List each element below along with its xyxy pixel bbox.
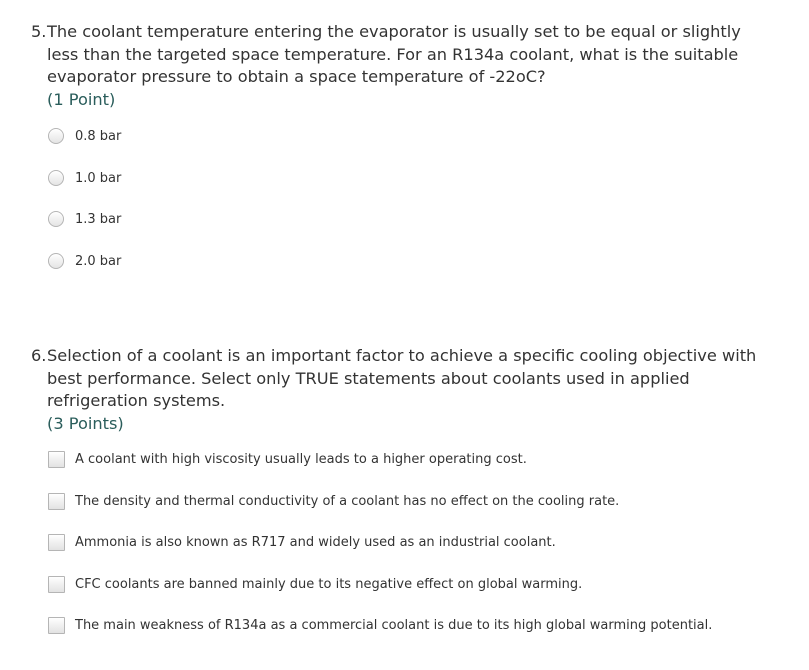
option-label[interactable]: 2.0 bar [75, 253, 122, 269]
checkbox-option[interactable] [31, 534, 776, 576]
radio-button[interactable] [48, 253, 64, 269]
checkbox[interactable] [48, 534, 65, 551]
question-text: The coolant temperature entering the evaporator is usually set to be equal or slightly less than the targeted space temperature. For an R134a coolant, what is the suitable evaporator pressure to obtain a space temperature of -22oC? [47, 22, 741, 86]
answer-options [31, 128, 776, 294]
answer-options [31, 451, 776, 659]
option-label[interactable]: 1.3 bar [75, 212, 122, 227]
option-label[interactable]: The density and thermal conductivity of a coolant has no effect on the cooling rate. [75, 493, 620, 509]
option-label[interactable]: 0.8 bar [75, 129, 122, 144]
checkbox[interactable] [48, 576, 65, 593]
question-5 [31, 21, 776, 294]
checkbox-option[interactable] [31, 451, 776, 493]
question-points: (1 Point) [47, 89, 116, 109]
question-header [31, 345, 776, 435]
checkbox[interactable] [48, 493, 65, 510]
radio-button[interactable] [48, 170, 64, 186]
checkbox-option[interactable] [31, 617, 776, 659]
option-label[interactable]: The main weakness of R134a as a commercial coolant is due to its high global warming potential. [75, 618, 713, 633]
radio-option[interactable] [31, 170, 776, 212]
option-label[interactable]: CFC coolants are banned mainly due to its negative effect on global warming. [75, 576, 583, 592]
option-label[interactable]: A coolant with high viscosity usually leads to a higher operating cost. [75, 452, 527, 467]
question-6 [31, 345, 776, 659]
radio-button[interactable] [48, 211, 64, 227]
question-text: Selection of a coolant is an important factor to achieve a specific cooling objective with best performance. Select only TRUE statements about coolants used in applied refrigeration systems. [47, 346, 757, 410]
option-label[interactable]: 1.0 bar [75, 170, 122, 186]
radio-button[interactable] [48, 128, 64, 144]
radio-option[interactable] [31, 128, 776, 170]
checkbox-option[interactable] [31, 576, 776, 618]
radio-option[interactable] [31, 211, 776, 253]
checkbox[interactable] [48, 451, 65, 468]
question-points: (3 Points) [47, 413, 124, 433]
question-number: 6. [31, 346, 47, 365]
question-header [31, 21, 776, 111]
radio-option[interactable] [31, 253, 776, 295]
checkbox[interactable] [48, 617, 65, 634]
checkbox-option[interactable] [31, 493, 776, 535]
question-number: 5. [31, 22, 47, 41]
option-label[interactable]: Ammonia is also known as R717 and widely used as an industrial coolant. [75, 535, 556, 550]
